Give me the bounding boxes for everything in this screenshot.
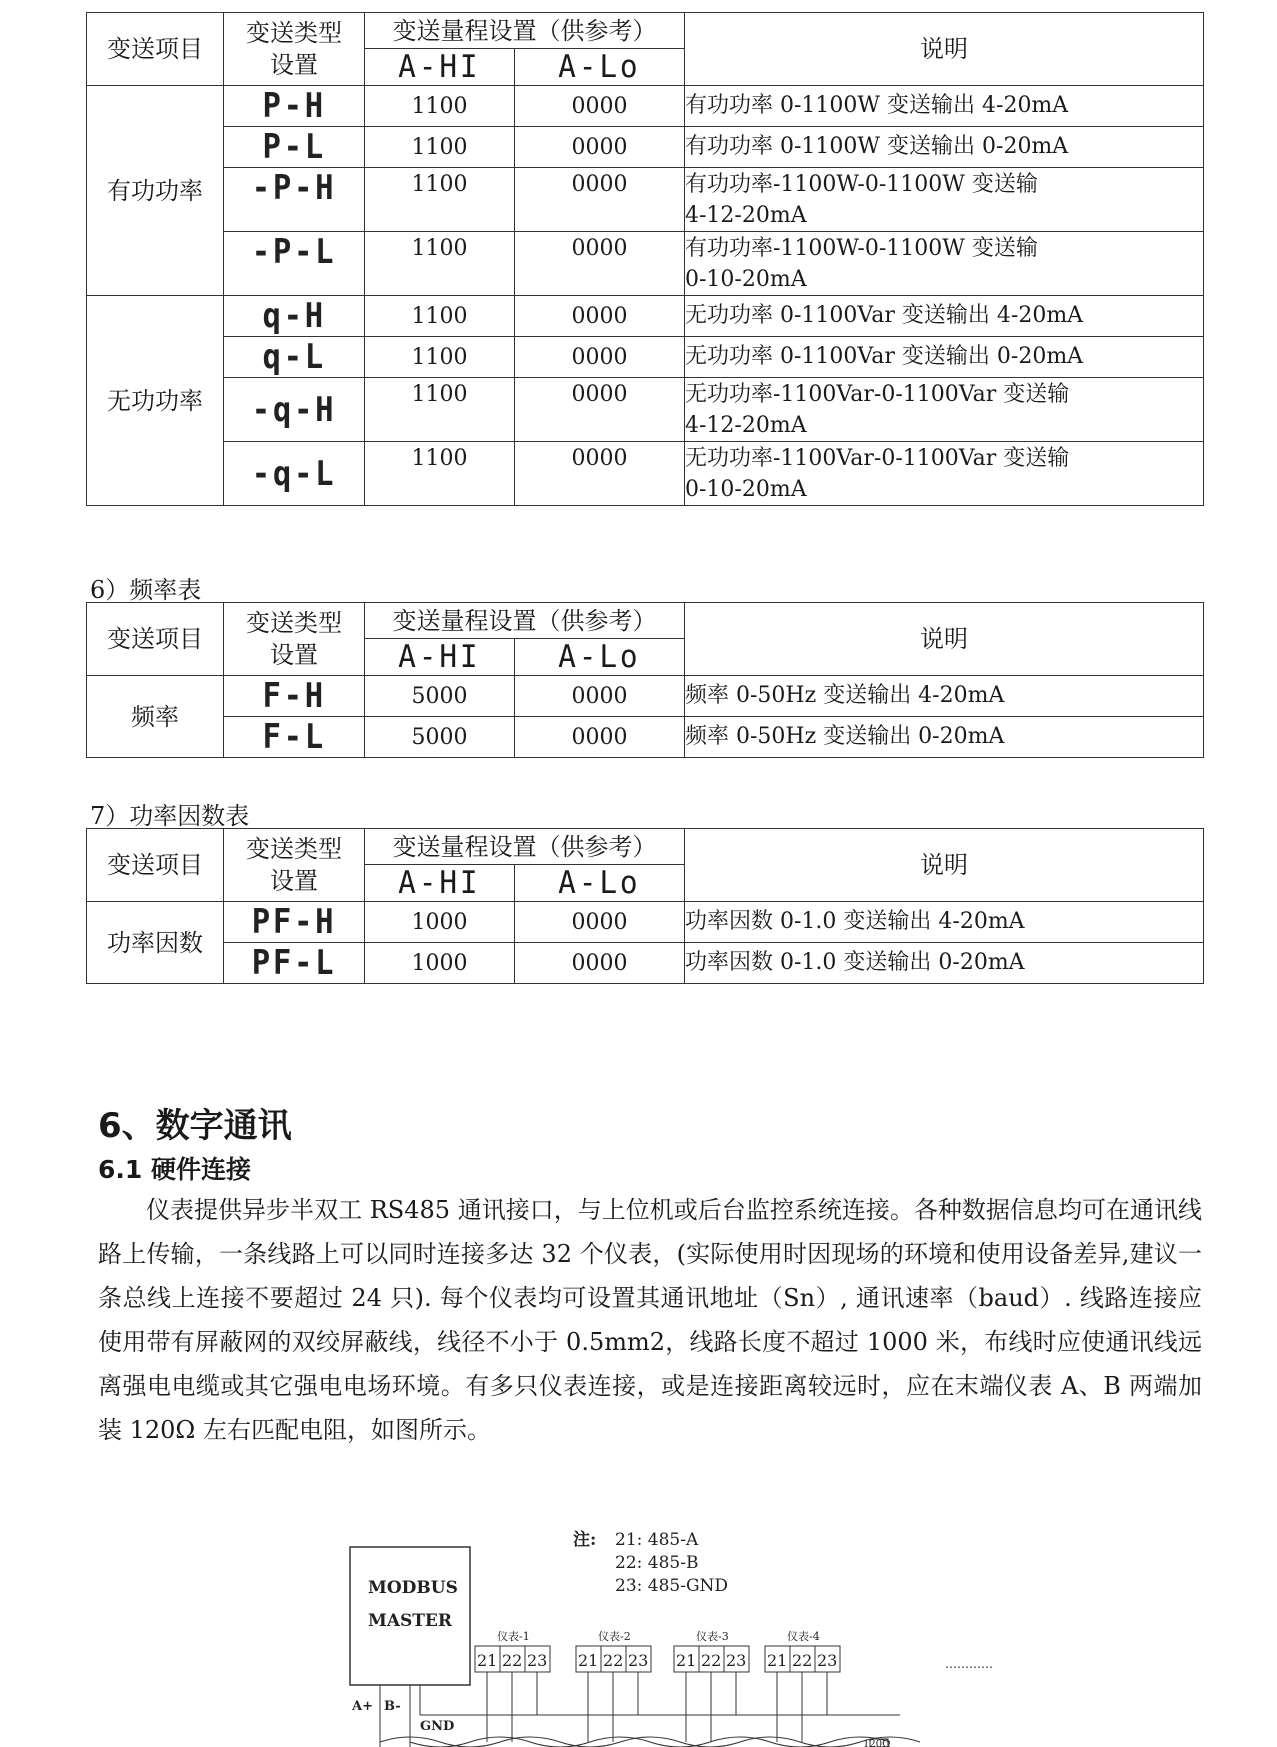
group-name-reactive-power: 无功功率 — [87, 296, 224, 506]
header-desc: 说明 — [685, 603, 1204, 676]
group-name-frequency: 频率 — [87, 676, 224, 758]
transmit-table-frequency — [86, 602, 1204, 758]
hi-cell: 1100 — [411, 172, 468, 197]
code-cell: q-H — [262, 296, 326, 336]
meter-label: 仪表-3 — [696, 1630, 729, 1643]
desc-cell: 有功功率-1100W-0-1100W 变送输 0-10-20mA — [685, 232, 1204, 296]
desc-cell: 有功功率-1100W-0-1100W 变送输 4-12-20mA — [685, 168, 1204, 232]
terminal-number: 23 — [628, 1651, 649, 1670]
note-3: 23: 485-GND — [615, 1576, 729, 1596]
twisted-pair-b — [410, 1737, 890, 1747]
header-a-hi: A-HI — [398, 639, 481, 675]
master-label-1: MODBUS — [368, 1578, 458, 1598]
code-cell: -P-L — [251, 232, 337, 272]
hi-cell: 1100 — [411, 382, 468, 407]
note-2: 22: 485-B — [615, 1553, 699, 1573]
terminal-number: 21 — [676, 1651, 697, 1670]
header-item: 变送项目 — [87, 603, 224, 676]
note-prefix: 注: — [573, 1530, 597, 1550]
terminal-number: 22 — [701, 1651, 722, 1670]
header-item: 变送项目 — [87, 829, 224, 902]
section-heading: 6、数字通讯 — [98, 1106, 292, 1146]
header-a-hi: A-HI — [398, 865, 481, 901]
hi-cell: 5000 — [411, 683, 468, 709]
lo-cell: 0000 — [571, 909, 628, 935]
header-item: 变送项目 — [87, 13, 224, 86]
header-a-lo: A-Lo — [558, 865, 641, 901]
header-a-hi: A-HI — [398, 49, 481, 85]
subsection-heading: 6.1 硬件连接 — [98, 1155, 251, 1184]
code-cell: P-H — [262, 86, 326, 126]
meter-label: 仪表-2 — [598, 1630, 631, 1643]
terminal-number: 22 — [502, 1651, 523, 1670]
desc-cell: 无功功率-1100Var-0-1100Var 变送输 4-12-20mA — [685, 378, 1204, 442]
terminal-number: 23 — [726, 1651, 747, 1670]
lo-cell: 0000 — [571, 303, 628, 329]
lo-cell: 0000 — [571, 134, 628, 160]
terminal-number: 22 — [792, 1651, 813, 1670]
section-label-frequency: 6）频率表 — [90, 576, 202, 604]
lo-cell: 0000 — [571, 344, 628, 370]
terminal-number: 21 — [578, 1651, 599, 1670]
resistor-label: 120Ω — [863, 1739, 891, 1747]
terminal-number: 23 — [817, 1651, 838, 1670]
lo-cell: 0000 — [571, 446, 628, 471]
gnd-label: GND — [420, 1719, 455, 1734]
hi-cell: 5000 — [411, 724, 468, 750]
desc-cell: 无功功率-1100Var-0-1100Var 变送输 0-10-20mA — [685, 442, 1204, 506]
desc-cell: 有功功率 0-1100W 变送输出 4-20mA — [685, 86, 1204, 127]
desc-cell: 有功功率 0-1100W 变送输出 0-20mA — [685, 127, 1204, 168]
desc-cell: 频率 0-50Hz 变送输出 0-20mA — [685, 717, 1204, 758]
hi-cell: 1100 — [411, 446, 468, 471]
transmit-table-power-factor — [86, 828, 1204, 984]
hi-cell: 1100 — [411, 344, 468, 370]
lo-cell: 0000 — [571, 683, 628, 709]
terminal-number: 23 — [527, 1651, 548, 1670]
master-label-2: MASTER — [368, 1611, 453, 1631]
header-a-lo: A-Lo — [558, 639, 641, 675]
header-type: 变送类型 设置 — [224, 603, 365, 676]
header-a-lo: A-Lo — [558, 49, 641, 85]
hi-cell: 1100 — [411, 134, 468, 160]
a-plus-label: A+ — [352, 1699, 373, 1714]
code-cell: PF-H — [251, 902, 337, 942]
terminal-number: 21 — [767, 1651, 788, 1670]
header-type: 变送类型 设置 — [224, 13, 365, 86]
b-minus-label: B- — [384, 1699, 401, 1714]
code-cell: -P-H — [251, 168, 337, 208]
code-cell: F-H — [262, 676, 326, 716]
group-name-active-power: 有功功率 — [87, 86, 224, 296]
code-cell: P-L — [262, 127, 326, 167]
hi-cell: 1000 — [411, 950, 468, 976]
meter-label: 仪表-4 — [787, 1630, 820, 1643]
code-cell: -q-L — [251, 453, 337, 494]
note-1: 21: 485-A — [615, 1530, 699, 1550]
hi-cell: 1100 — [411, 93, 468, 119]
group-name-power-factor: 功率因数 — [87, 902, 224, 984]
more-meters-ellipsis: ………… — [945, 1657, 993, 1671]
lo-cell: 0000 — [571, 950, 628, 976]
terminal-number: 22 — [603, 1651, 624, 1670]
header-desc: 说明 — [685, 13, 1204, 86]
meter-label: 仪表-1 — [497, 1630, 530, 1643]
header-range: 变送量程设置（供参考） — [365, 603, 685, 639]
desc-cell: 频率 0-50Hz 变送输出 4-20mA — [685, 676, 1204, 717]
code-cell: F-L — [262, 717, 326, 757]
section-label-power-factor: 7）功率因数表 — [90, 802, 250, 830]
code-cell: PF-L — [251, 943, 337, 983]
lo-cell: 0000 — [571, 93, 628, 119]
header-range: 变送量程设置（供参考） — [365, 829, 685, 865]
hi-cell: 1100 — [411, 303, 468, 329]
lo-cell: 0000 — [571, 172, 628, 197]
terminal-number: 21 — [477, 1651, 498, 1670]
lo-cell: 0000 — [571, 382, 628, 407]
desc-cell: 无功功率 0-1100Var 变送输出 4-20mA — [685, 296, 1204, 337]
hi-cell: 1000 — [411, 909, 468, 935]
code-cell: -q-H — [251, 389, 337, 430]
header-desc: 说明 — [685, 829, 1204, 902]
header-type: 变送类型 设置 — [224, 829, 365, 902]
transmit-table-power — [86, 12, 1204, 506]
desc-cell: 无功功率 0-1100Var 变送输出 0-20mA — [685, 337, 1204, 378]
desc-cell: 功率因数 0-1.0 变送输出 0-20mA — [685, 943, 1204, 984]
rs485-wiring-diagram — [340, 1510, 1060, 1747]
body-paragraph: 仪表提供异步半双工 RS485 通讯接口，与上位机或后台监控系统连接。各种数据信息均可在通讯线路上传输，一条线路上可以同时连接多达 32 个仪表，(实际使用时因现场的环境和使用设备差异,建议一条总线上连接不要超过 24 只). 每个仪表均可设置其通讯地址（Sn）, 通讯速率（baud）. 线路连接应使用带有屏蔽网的双绞屏蔽线，线径不小于 0.5mm2，线路长度不超过 1000 米，布线时应使通讯线远离强电电缆或其它强电电场环境。有多只仪表连接，或是连接距离较远时，应在末端仪表 A、B 两端加装 120Ω 左右匹配电阻，如图所示。 — [98, 1196, 1202, 1444]
code-cell: q-L — [262, 337, 326, 377]
lo-cell: 0000 — [571, 236, 628, 261]
header-range: 变送量程设置（供参考） — [365, 13, 685, 49]
hi-cell: 1100 — [411, 236, 468, 261]
desc-cell: 功率因数 0-1.0 变送输出 4-20mA — [685, 902, 1204, 943]
lo-cell: 0000 — [571, 724, 628, 750]
